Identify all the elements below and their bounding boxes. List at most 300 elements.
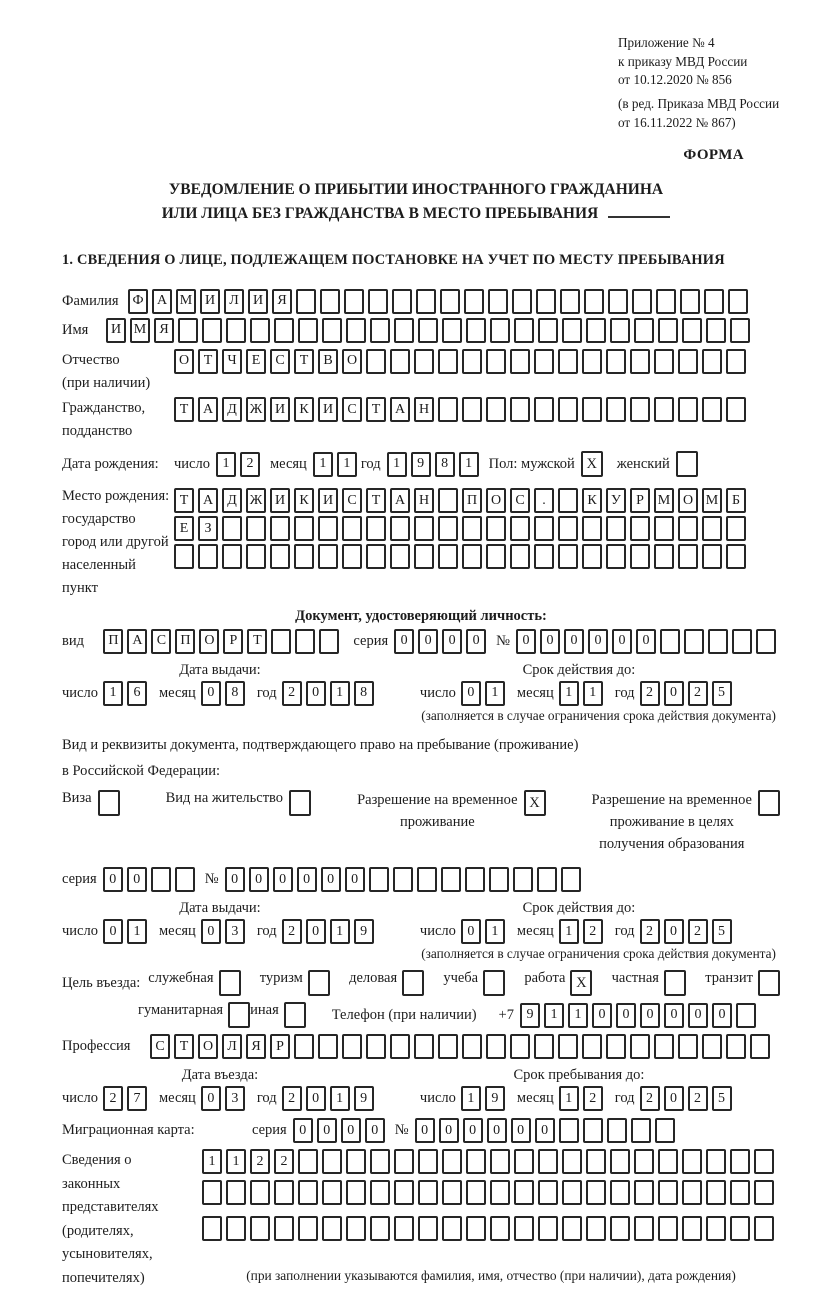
char-cell[interactable] <box>462 349 482 374</box>
char-cell[interactable]: 2 <box>688 919 708 944</box>
char-cell[interactable]: 0 <box>306 919 326 944</box>
char-cell[interactable]: О <box>486 488 506 513</box>
char-cell[interactable]: О <box>174 349 194 374</box>
char-cell[interactable] <box>514 318 534 343</box>
char-cell[interactable] <box>558 544 578 569</box>
char-cell[interactable] <box>392 289 412 314</box>
char-cell[interactable] <box>608 289 628 314</box>
char-cell[interactable]: 0 <box>103 919 123 944</box>
char-cell[interactable]: И <box>270 397 290 422</box>
char-cell[interactable]: М <box>702 488 722 513</box>
option-private-checkbox[interactable] <box>664 970 686 996</box>
char-cell[interactable]: 1 <box>313 452 333 477</box>
char-cell[interactable] <box>736 1003 756 1028</box>
char-cell[interactable] <box>730 1180 750 1205</box>
char-cell[interactable] <box>510 349 530 374</box>
char-cell[interactable] <box>658 1180 678 1205</box>
char-cell[interactable]: Т <box>174 1034 194 1059</box>
char-cell[interactable] <box>270 516 290 541</box>
char-cell[interactable]: 1 <box>559 681 579 706</box>
char-cell[interactable] <box>514 1149 534 1174</box>
char-cell[interactable] <box>558 1034 578 1059</box>
char-cell[interactable]: М <box>654 488 674 513</box>
char-cell[interactable] <box>370 1149 390 1174</box>
char-cell[interactable] <box>534 1034 554 1059</box>
char-cell[interactable] <box>510 1034 530 1059</box>
char-cell[interactable]: 0 <box>592 1003 612 1028</box>
char-cell[interactable] <box>538 1180 558 1205</box>
char-cell[interactable] <box>438 544 458 569</box>
char-cell[interactable] <box>274 1180 294 1205</box>
char-cell[interactable]: 0 <box>463 1118 483 1143</box>
char-cell[interactable] <box>634 318 654 343</box>
char-cell[interactable] <box>442 1149 462 1174</box>
char-cell[interactable]: 0 <box>712 1003 732 1028</box>
char-cell[interactable] <box>582 397 602 422</box>
char-cell[interactable] <box>414 1034 434 1059</box>
char-cell[interactable]: 2 <box>103 1086 123 1111</box>
char-cell[interactable]: 2 <box>640 919 660 944</box>
char-cell[interactable] <box>490 1149 510 1174</box>
char-cell[interactable]: 0 <box>439 1118 459 1143</box>
char-cell[interactable]: Т <box>247 629 267 654</box>
char-cell[interactable] <box>684 629 704 654</box>
char-cell[interactable] <box>582 516 602 541</box>
char-cell[interactable] <box>414 349 434 374</box>
char-cell[interactable]: Я <box>272 289 292 314</box>
char-cell[interactable] <box>370 318 390 343</box>
char-cell[interactable] <box>583 1118 603 1143</box>
char-cell[interactable] <box>728 289 748 314</box>
char-cell[interactable] <box>658 1216 678 1241</box>
char-cell[interactable] <box>754 1216 774 1241</box>
char-cell[interactable]: 2 <box>250 1149 270 1174</box>
char-cell[interactable] <box>198 544 218 569</box>
char-cell[interactable] <box>466 1180 486 1205</box>
char-cell[interactable] <box>370 1180 390 1205</box>
char-cell[interactable] <box>726 1034 746 1059</box>
char-cell[interactable]: Т <box>366 488 386 513</box>
char-cell[interactable] <box>656 289 676 314</box>
char-cell[interactable]: 1 <box>559 919 579 944</box>
char-cell[interactable]: 1 <box>226 1149 246 1174</box>
char-cell[interactable]: 0 <box>394 629 414 654</box>
char-cell[interactable]: 0 <box>664 1003 684 1028</box>
char-cell[interactable]: 1 <box>459 452 479 477</box>
char-cell[interactable] <box>344 289 364 314</box>
char-cell[interactable] <box>702 544 722 569</box>
char-cell[interactable] <box>462 544 482 569</box>
char-cell[interactable] <box>366 516 386 541</box>
char-cell[interactable] <box>490 1180 510 1205</box>
option-visa-checkbox[interactable] <box>98 790 120 816</box>
char-cell[interactable] <box>438 397 458 422</box>
char-cell[interactable] <box>438 1034 458 1059</box>
char-cell[interactable]: 0 <box>273 867 293 892</box>
char-cell[interactable] <box>250 318 270 343</box>
char-cell[interactable] <box>438 349 458 374</box>
char-cell[interactable] <box>394 1149 414 1174</box>
char-cell[interactable] <box>538 318 558 343</box>
char-cell[interactable]: 1 <box>485 681 505 706</box>
char-cell[interactable]: А <box>390 397 410 422</box>
char-cell[interactable] <box>702 397 722 422</box>
char-cell[interactable]: И <box>270 488 290 513</box>
char-cell[interactable] <box>295 629 315 654</box>
char-cell[interactable]: 2 <box>282 681 302 706</box>
char-cell[interactable]: Т <box>174 488 194 513</box>
char-cell[interactable] <box>730 1149 750 1174</box>
char-cell[interactable] <box>586 1149 606 1174</box>
char-cell[interactable]: 1 <box>559 1086 579 1111</box>
char-cell[interactable] <box>682 1180 702 1205</box>
char-cell[interactable] <box>442 318 462 343</box>
char-cell[interactable]: И <box>200 289 220 314</box>
char-cell[interactable] <box>441 867 461 892</box>
char-cell[interactable] <box>678 516 698 541</box>
char-cell[interactable] <box>655 1118 675 1143</box>
char-cell[interactable] <box>560 289 580 314</box>
option-temp-residence-education-checkbox[interactable] <box>758 790 780 816</box>
char-cell[interactable]: 0 <box>442 629 462 654</box>
char-cell[interactable]: 1 <box>387 452 407 477</box>
char-cell[interactable] <box>298 1149 318 1174</box>
char-cell[interactable] <box>726 349 746 374</box>
char-cell[interactable]: С <box>150 1034 170 1059</box>
char-cell[interactable]: К <box>294 488 314 513</box>
char-cell[interactable] <box>418 1149 438 1174</box>
char-cell[interactable]: Я <box>246 1034 266 1059</box>
char-cell[interactable] <box>274 1216 294 1241</box>
char-cell[interactable] <box>418 1180 438 1205</box>
char-cell[interactable]: 9 <box>485 1086 505 1111</box>
char-cell[interactable] <box>586 318 606 343</box>
char-cell[interactable] <box>610 1149 630 1174</box>
option-official-checkbox[interactable] <box>219 970 241 996</box>
char-cell[interactable] <box>510 516 530 541</box>
char-cell[interactable] <box>417 867 437 892</box>
char-cell[interactable] <box>561 867 581 892</box>
char-cell[interactable] <box>706 1180 726 1205</box>
char-cell[interactable] <box>510 544 530 569</box>
char-cell[interactable]: С <box>510 488 530 513</box>
char-cell[interactable]: Н <box>414 488 434 513</box>
char-cell[interactable] <box>682 1149 702 1174</box>
char-cell[interactable] <box>634 1149 654 1174</box>
char-cell[interactable]: А <box>127 629 147 654</box>
char-cell[interactable]: 1 <box>127 919 147 944</box>
char-cell[interactable]: С <box>342 488 362 513</box>
char-cell[interactable]: И <box>318 488 338 513</box>
option-humanitarian-checkbox[interactable] <box>228 1002 250 1028</box>
char-cell[interactable] <box>512 289 532 314</box>
char-cell[interactable] <box>562 318 582 343</box>
char-cell[interactable]: 0 <box>201 681 221 706</box>
char-cell[interactable]: 1 <box>202 1149 222 1174</box>
char-cell[interactable] <box>658 318 678 343</box>
char-cell[interactable] <box>732 629 752 654</box>
char-cell[interactable] <box>514 1216 534 1241</box>
char-cell[interactable] <box>630 349 650 374</box>
char-cell[interactable] <box>678 349 698 374</box>
char-cell[interactable]: 0 <box>249 867 269 892</box>
option-business-checkbox[interactable] <box>402 970 424 996</box>
char-cell[interactable]: Е <box>174 516 194 541</box>
char-cell[interactable]: Д <box>222 397 242 422</box>
char-cell[interactable] <box>584 289 604 314</box>
char-cell[interactable] <box>726 397 746 422</box>
char-cell[interactable] <box>394 1216 414 1241</box>
char-cell[interactable] <box>631 1118 651 1143</box>
char-cell[interactable] <box>390 544 410 569</box>
char-cell[interactable]: К <box>294 397 314 422</box>
char-cell[interactable] <box>513 867 533 892</box>
char-cell[interactable] <box>630 1034 650 1059</box>
char-cell[interactable]: 5 <box>712 681 732 706</box>
char-cell[interactable] <box>490 1216 510 1241</box>
char-cell[interactable]: 1 <box>216 452 236 477</box>
char-cell[interactable] <box>414 544 434 569</box>
char-cell[interactable] <box>346 318 366 343</box>
char-cell[interactable]: 0 <box>418 629 438 654</box>
char-cell[interactable] <box>274 318 294 343</box>
char-cell[interactable]: 8 <box>354 681 374 706</box>
char-cell[interactable]: И <box>248 289 268 314</box>
char-cell[interactable] <box>416 289 436 314</box>
char-cell[interactable]: 0 <box>466 629 486 654</box>
char-cell[interactable]: 5 <box>712 1086 732 1111</box>
char-cell[interactable]: 1 <box>485 919 505 944</box>
char-cell[interactable] <box>754 1149 774 1174</box>
char-cell[interactable] <box>536 289 556 314</box>
char-cell[interactable]: 1 <box>544 1003 564 1028</box>
char-cell[interactable] <box>562 1180 582 1205</box>
male-checkbox[interactable]: X <box>581 451 603 477</box>
char-cell[interactable] <box>320 289 340 314</box>
char-cell[interactable] <box>702 1034 722 1059</box>
char-cell[interactable]: А <box>390 488 410 513</box>
char-cell[interactable]: Д <box>222 488 242 513</box>
char-cell[interactable] <box>390 1034 410 1059</box>
char-cell[interactable] <box>394 1180 414 1205</box>
char-cell[interactable]: 0 <box>297 867 317 892</box>
char-cell[interactable]: Р <box>630 488 650 513</box>
char-cell[interactable]: 0 <box>321 867 341 892</box>
char-cell[interactable] <box>678 1034 698 1059</box>
char-cell[interactable]: 0 <box>365 1118 385 1143</box>
char-cell[interactable]: 2 <box>274 1149 294 1174</box>
char-cell[interactable] <box>706 1149 726 1174</box>
char-cell[interactable]: 0 <box>345 867 365 892</box>
char-cell[interactable] <box>342 516 362 541</box>
char-cell[interactable] <box>634 1216 654 1241</box>
char-cell[interactable] <box>490 318 510 343</box>
char-cell[interactable] <box>393 867 413 892</box>
char-cell[interactable]: 0 <box>511 1118 531 1143</box>
char-cell[interactable] <box>660 629 680 654</box>
char-cell[interactable] <box>222 544 242 569</box>
char-cell[interactable]: Я <box>154 318 174 343</box>
char-cell[interactable] <box>222 516 242 541</box>
char-cell[interactable] <box>558 516 578 541</box>
char-cell[interactable] <box>369 867 389 892</box>
char-cell[interactable] <box>534 544 554 569</box>
char-cell[interactable] <box>538 1216 558 1241</box>
char-cell[interactable]: 5 <box>712 919 732 944</box>
char-cell[interactable]: 0 <box>636 629 656 654</box>
char-cell[interactable] <box>250 1180 270 1205</box>
char-cell[interactable] <box>319 629 339 654</box>
char-cell[interactable]: 2 <box>583 1086 603 1111</box>
char-cell[interactable] <box>706 318 726 343</box>
char-cell[interactable] <box>562 1216 582 1241</box>
char-cell[interactable]: 2 <box>688 1086 708 1111</box>
char-cell[interactable]: 2 <box>282 919 302 944</box>
char-cell[interactable] <box>702 516 722 541</box>
char-cell[interactable] <box>586 1216 606 1241</box>
char-cell[interactable]: 0 <box>688 1003 708 1028</box>
char-cell[interactable] <box>630 516 650 541</box>
char-cell[interactable]: 7 <box>127 1086 147 1111</box>
char-cell[interactable] <box>486 1034 506 1059</box>
char-cell[interactable] <box>726 544 746 569</box>
char-cell[interactable]: В <box>318 349 338 374</box>
char-cell[interactable] <box>294 1034 314 1059</box>
char-cell[interactable] <box>202 318 222 343</box>
char-cell[interactable] <box>462 1034 482 1059</box>
char-cell[interactable] <box>294 544 314 569</box>
char-cell[interactable] <box>559 1118 579 1143</box>
char-cell[interactable]: 8 <box>225 681 245 706</box>
char-cell[interactable] <box>366 349 386 374</box>
char-cell[interactable] <box>174 544 194 569</box>
char-cell[interactable]: Ч <box>222 349 242 374</box>
char-cell[interactable]: П <box>103 629 123 654</box>
char-cell[interactable] <box>538 1149 558 1174</box>
char-cell[interactable]: 1 <box>568 1003 588 1028</box>
char-cell[interactable]: 0 <box>664 1086 684 1111</box>
char-cell[interactable] <box>486 544 506 569</box>
char-cell[interactable]: У <box>606 488 626 513</box>
char-cell[interactable] <box>756 629 776 654</box>
char-cell[interactable] <box>151 867 171 892</box>
char-cell[interactable] <box>486 516 506 541</box>
option-transit-checkbox[interactable] <box>758 970 780 996</box>
char-cell[interactable] <box>654 349 674 374</box>
char-cell[interactable] <box>678 397 698 422</box>
char-cell[interactable] <box>537 867 557 892</box>
char-cell[interactable]: Ф <box>128 289 148 314</box>
char-cell[interactable]: Т <box>294 349 314 374</box>
char-cell[interactable]: Л <box>224 289 244 314</box>
char-cell[interactable]: М <box>130 318 150 343</box>
char-cell[interactable] <box>346 1149 366 1174</box>
char-cell[interactable] <box>370 1216 390 1241</box>
char-cell[interactable]: М <box>176 289 196 314</box>
char-cell[interactable]: 0 <box>415 1118 435 1143</box>
char-cell[interactable]: 1 <box>330 919 350 944</box>
char-cell[interactable] <box>442 1216 462 1241</box>
char-cell[interactable] <box>754 1180 774 1205</box>
char-cell[interactable] <box>294 516 314 541</box>
char-cell[interactable]: Т <box>366 397 386 422</box>
char-cell[interactable] <box>514 1180 534 1205</box>
char-cell[interactable] <box>466 1149 486 1174</box>
char-cell[interactable] <box>682 1216 702 1241</box>
char-cell[interactable]: А <box>198 488 218 513</box>
char-cell[interactable]: 0 <box>664 681 684 706</box>
char-cell[interactable]: 0 <box>516 629 536 654</box>
char-cell[interactable] <box>534 397 554 422</box>
char-cell[interactable] <box>342 544 362 569</box>
char-cell[interactable] <box>534 349 554 374</box>
char-cell[interactable]: 0 <box>664 919 684 944</box>
char-cell[interactable]: 1 <box>583 681 603 706</box>
char-cell[interactable] <box>678 544 698 569</box>
char-cell[interactable] <box>630 544 650 569</box>
char-cell[interactable]: Т <box>198 349 218 374</box>
char-cell[interactable] <box>298 1216 318 1241</box>
char-cell[interactable] <box>202 1180 222 1205</box>
char-cell[interactable] <box>610 1216 630 1241</box>
char-cell[interactable] <box>486 397 506 422</box>
char-cell[interactable]: З <box>198 516 218 541</box>
char-cell[interactable] <box>466 318 486 343</box>
char-cell[interactable]: К <box>582 488 602 513</box>
char-cell[interactable]: 3 <box>225 1086 245 1111</box>
char-cell[interactable]: О <box>678 488 698 513</box>
char-cell[interactable]: 0 <box>487 1118 507 1143</box>
char-cell[interactable]: 9 <box>520 1003 540 1028</box>
char-cell[interactable]: 0 <box>564 629 584 654</box>
char-cell[interactable] <box>318 516 338 541</box>
char-cell[interactable]: 0 <box>103 867 123 892</box>
char-cell[interactable] <box>682 318 702 343</box>
char-cell[interactable]: 0 <box>201 1086 221 1111</box>
char-cell[interactable]: Ж <box>246 397 266 422</box>
char-cell[interactable] <box>610 1180 630 1205</box>
char-cell[interactable] <box>438 488 458 513</box>
char-cell[interactable] <box>322 318 342 343</box>
char-cell[interactable]: А <box>152 289 172 314</box>
char-cell[interactable] <box>298 1180 318 1205</box>
char-cell[interactable] <box>606 397 626 422</box>
char-cell[interactable] <box>704 289 724 314</box>
option-residence-permit-checkbox[interactable] <box>289 790 311 816</box>
char-cell[interactable]: Т <box>174 397 194 422</box>
char-cell[interactable]: Ж <box>246 488 266 513</box>
char-cell[interactable]: И <box>106 318 126 343</box>
char-cell[interactable] <box>582 349 602 374</box>
char-cell[interactable] <box>488 289 508 314</box>
char-cell[interactable] <box>322 1216 342 1241</box>
char-cell[interactable] <box>702 349 722 374</box>
char-cell[interactable]: 0 <box>225 867 245 892</box>
char-cell[interactable] <box>226 318 246 343</box>
char-cell[interactable] <box>346 1216 366 1241</box>
char-cell[interactable]: С <box>342 397 362 422</box>
char-cell[interactable] <box>708 629 728 654</box>
char-cell[interactable] <box>586 1180 606 1205</box>
char-cell[interactable] <box>414 516 434 541</box>
char-cell[interactable] <box>418 1216 438 1241</box>
char-cell[interactable]: 0 <box>293 1118 313 1143</box>
char-cell[interactable] <box>226 1216 246 1241</box>
char-cell[interactable] <box>630 397 650 422</box>
char-cell[interactable] <box>390 516 410 541</box>
char-cell[interactable] <box>250 1216 270 1241</box>
char-cell[interactable] <box>606 349 626 374</box>
